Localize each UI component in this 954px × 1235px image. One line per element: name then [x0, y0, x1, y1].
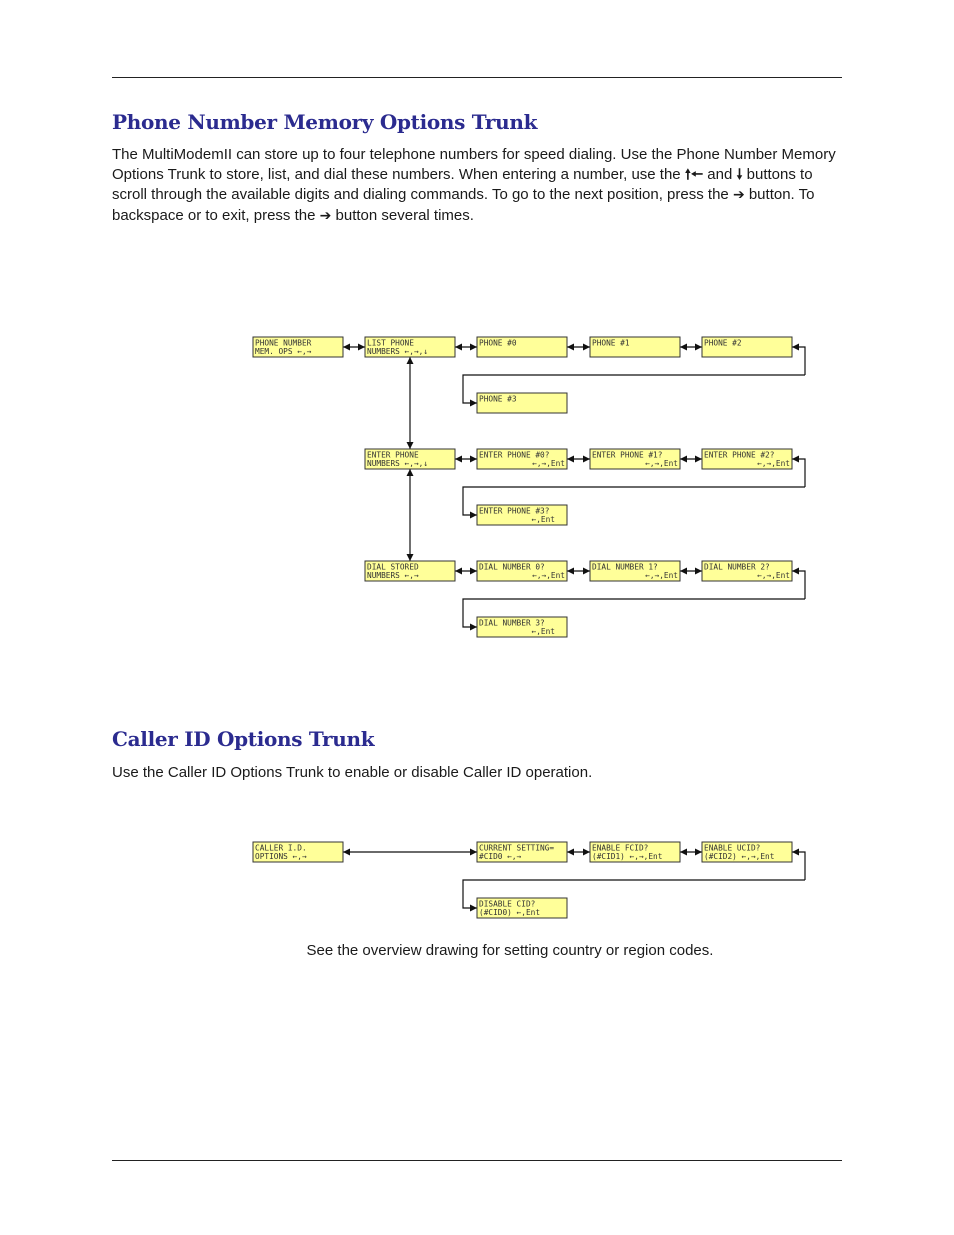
menu-box-current-setting: [477, 842, 567, 862]
connector-wrap-enter2: [792, 459, 805, 487]
box-line-2: (#CID1) ←,→,Ent: [592, 852, 663, 861]
box-line-1: CALLER I.D.: [255, 843, 307, 853]
box-line-1: DIAL NUMBER 1?: [592, 562, 658, 572]
right-arrow-icon: ➔: [732, 187, 745, 204]
menu-box-dial-number-3: [477, 617, 567, 637]
intro-text-5: button several times.: [335, 207, 474, 225]
intro-text-4: button. To backspace or to exit, press the: [112, 186, 815, 225]
connector-wrap-ucid: [792, 852, 805, 880]
box-line-2: ←,→,Ent: [532, 459, 565, 468]
box-line-1: ENTER PHONE #2?: [704, 450, 775, 460]
overview-caption: See the overview drawing for setting country or region codes.: [306, 942, 714, 959]
box-line-1: DIAL NUMBER 3?: [479, 618, 545, 628]
menu-box-enable-ucid: [702, 842, 792, 862]
box-line-1: ENABLE UCID?: [704, 843, 761, 853]
box-line-2: ←,→,Ent: [645, 571, 678, 580]
menu-box-dial-stored-numbers: [365, 561, 455, 581]
right-arrow-icon: ➔: [319, 208, 332, 225]
menu-box-phone-3: [477, 393, 567, 413]
connector-wrap-dial2: [792, 571, 805, 599]
menu-box-enable-fcid: [590, 842, 680, 862]
menu-box-phone-1: [590, 337, 680, 357]
box-line-1: ENABLE FCID?: [592, 843, 649, 853]
menu-box-enter-phone-3: [477, 505, 567, 525]
section-title-caller-id: Caller ID Options Trunk: [112, 727, 375, 751]
caller-id-paragraph: Use the Caller ID Options Trunk to enable or disable Caller ID operation.: [112, 764, 593, 781]
intro-text-3: buttons to scroll through the available digits and dialing commands. To go to the next position, press the: [112, 165, 813, 204]
box-line-2: NUMBERS ←,→,↓: [367, 459, 429, 468]
bottom-rule: [112, 1160, 842, 1161]
box-line-1: PHONE #1: [592, 338, 630, 348]
box-line-2: ←,→,Ent: [757, 459, 790, 468]
menu-box-enter-phone-numbers: [365, 449, 455, 469]
box-line-2: ←,Ent: [531, 515, 555, 524]
intro-text-1: The MultiModemII can store up to four telephone numbers for speed dialing. Use the Phone Number Memory Options Trunk to store, list, and dial these numbers. When entering a number, use the: [112, 146, 836, 183]
box-line-1: PHONE #2: [704, 338, 742, 348]
menu-box-dial-number-2: [702, 561, 792, 581]
box-line-1: PHONE #0: [479, 338, 517, 348]
section-title-phone-memory: Phone Number Memory Options Trunk: [112, 110, 538, 134]
box-line-2: OPTIONS ←,→: [255, 852, 307, 861]
box-line-1: DISABLE CID?: [479, 899, 536, 909]
menu-box-dial-number-0: [477, 561, 567, 581]
box-line-1: PHONE #3: [479, 394, 517, 404]
box-line-1: ENTER PHONE: [367, 450, 419, 460]
box-line-2: ←,Ent: [531, 627, 555, 636]
connector-wrap-phone2: [792, 347, 805, 375]
box-line-1: PHONE NUMBER: [255, 338, 312, 348]
menu-box-enter-phone-0: [477, 449, 567, 469]
box-line-1: DIAL NUMBER 0?: [479, 562, 545, 572]
up-arrow-icon: 🠕: [684, 166, 691, 183]
box-line-1: LIST PHONE: [367, 338, 414, 348]
intro-paragraph: [112, 145, 837, 227]
menu-box-phone-number-mem-ops: [253, 337, 343, 357]
box-line-2: ←,→,Ent: [645, 459, 678, 468]
box-line-1: CURRENT SETTING=: [479, 843, 555, 853]
box-line-2: MEM. OPS ←,→: [255, 347, 312, 356]
menu-box-caller-id-options: [253, 842, 343, 862]
intro-text-2: and: [707, 165, 733, 183]
phone-memory-flow-diagram: [0, 330, 954, 642]
caller-id-flow-diagram: [0, 835, 954, 925]
menu-box-phone-2: [702, 337, 792, 357]
menu-box-list-phone-numbers: [365, 337, 455, 357]
box-line-2: (#CID0) ←,Ent: [479, 908, 541, 917]
box-line-1: ENTER PHONE #3?: [479, 506, 550, 516]
box-line-1: DIAL NUMBER 2?: [704, 562, 770, 572]
box-line-2: ←,→,Ent: [757, 571, 790, 580]
menu-box-enter-phone-2: [702, 449, 792, 469]
top-rule: [112, 77, 842, 78]
box-line-2: (#CID2) ←,→,Ent: [704, 852, 775, 861]
left-arrow-icon: 🠔: [690, 166, 704, 183]
menu-box-enter-phone-1: [590, 449, 680, 469]
box-line-1: ENTER PHONE #1?: [592, 450, 663, 460]
box-line-2: #CID0 ←,→: [479, 852, 522, 861]
box-line-1: DIAL STORED: [367, 562, 419, 572]
box-line-2: NUMBERS ←,→,↓: [367, 347, 429, 356]
menu-box-phone-0: [477, 337, 567, 357]
box-line-2: ←,→,Ent: [532, 571, 565, 580]
menu-box-dial-number-1: [590, 561, 680, 581]
menu-box-disable-cid: [477, 898, 567, 918]
box-line-1: ENTER PHONE #0?: [479, 450, 550, 460]
down-arrow-icon: 🠗: [736, 166, 743, 183]
box-line-2: NUMBERS ←,→: [367, 571, 419, 580]
